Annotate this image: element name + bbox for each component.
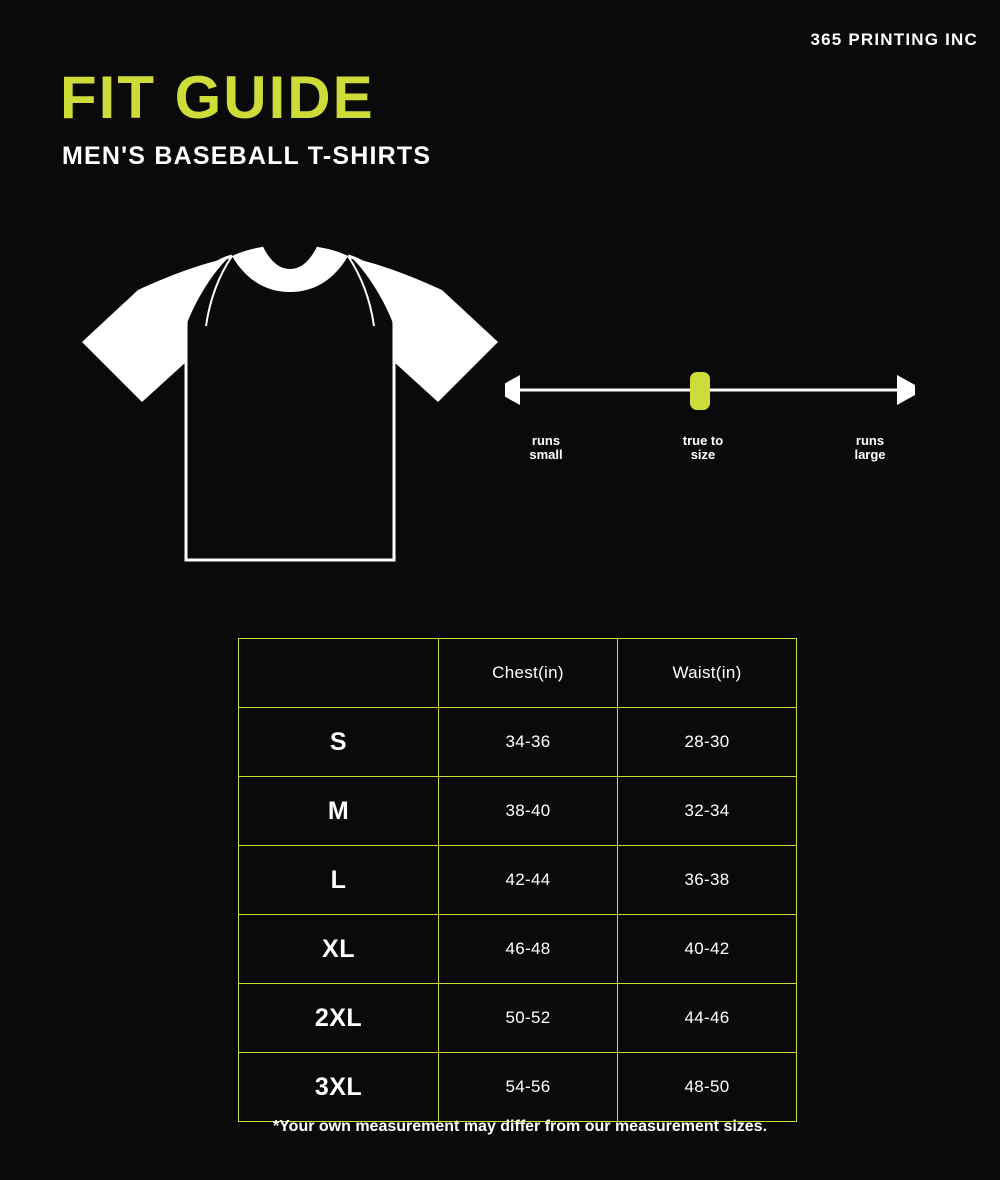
chest-value: 50-52 [439, 984, 618, 1053]
waist-value: 40-42 [618, 915, 797, 984]
fit-scale-label-true-to-size [663, 434, 743, 462]
table-header-waist: Waist(in) [618, 639, 797, 708]
size-chart [238, 638, 796, 1122]
waist-value: 44-46 [618, 984, 797, 1053]
chest-value: 46-48 [439, 915, 618, 984]
fit-scale-marker [690, 372, 710, 410]
table-header-row [239, 639, 797, 708]
fit-scale-label-small-line1: runs [531, 433, 561, 448]
chest-value: 54-56 [439, 1053, 618, 1122]
fit-scale-label-true-line2: size [690, 447, 716, 462]
size-label: S [239, 708, 439, 777]
table-row [239, 708, 797, 777]
fit-scale-label-runs-large [835, 434, 905, 462]
size-label: XL [239, 915, 439, 984]
chest-value: 34-36 [439, 708, 618, 777]
chest-value: 38-40 [439, 777, 618, 846]
tshirt-illustration [60, 230, 520, 585]
table-row [239, 984, 797, 1053]
page-subtitle: MEN'S BASEBALL T-SHIRTS [62, 142, 432, 170]
fit-scale-label-large-line2: large [854, 447, 886, 462]
brand-name: 365 PRINTING INC [810, 30, 978, 49]
fit-scale-label-runs-small [511, 434, 581, 462]
page-title: FIT GUIDE [60, 64, 375, 131]
table-row [239, 777, 797, 846]
table-header-chest: Chest(in) [439, 639, 618, 708]
waist-value: 36-38 [618, 846, 797, 915]
fit-scale [505, 360, 915, 475]
fit-scale-label-large-line1: runs [855, 433, 885, 448]
table-row [239, 846, 797, 915]
waist-value: 48-50 [618, 1053, 797, 1122]
table-row [239, 915, 797, 984]
size-label: 3XL [239, 1053, 439, 1122]
table-header-size [239, 639, 439, 708]
size-label: L [239, 846, 439, 915]
waist-value: 28-30 [618, 708, 797, 777]
measurement-disclaimer: *Your own measurement may differ from our measurement sizes. [272, 1118, 768, 1135]
size-table [238, 638, 797, 1122]
size-label: 2XL [239, 984, 439, 1053]
chest-value: 42-44 [439, 846, 618, 915]
table-row [239, 1053, 797, 1122]
waist-value: 32-34 [618, 777, 797, 846]
fit-scale-label-small-line2: small [529, 447, 563, 462]
fit-scale-label-true-line1: true to [682, 433, 724, 448]
size-label: M [239, 777, 439, 846]
